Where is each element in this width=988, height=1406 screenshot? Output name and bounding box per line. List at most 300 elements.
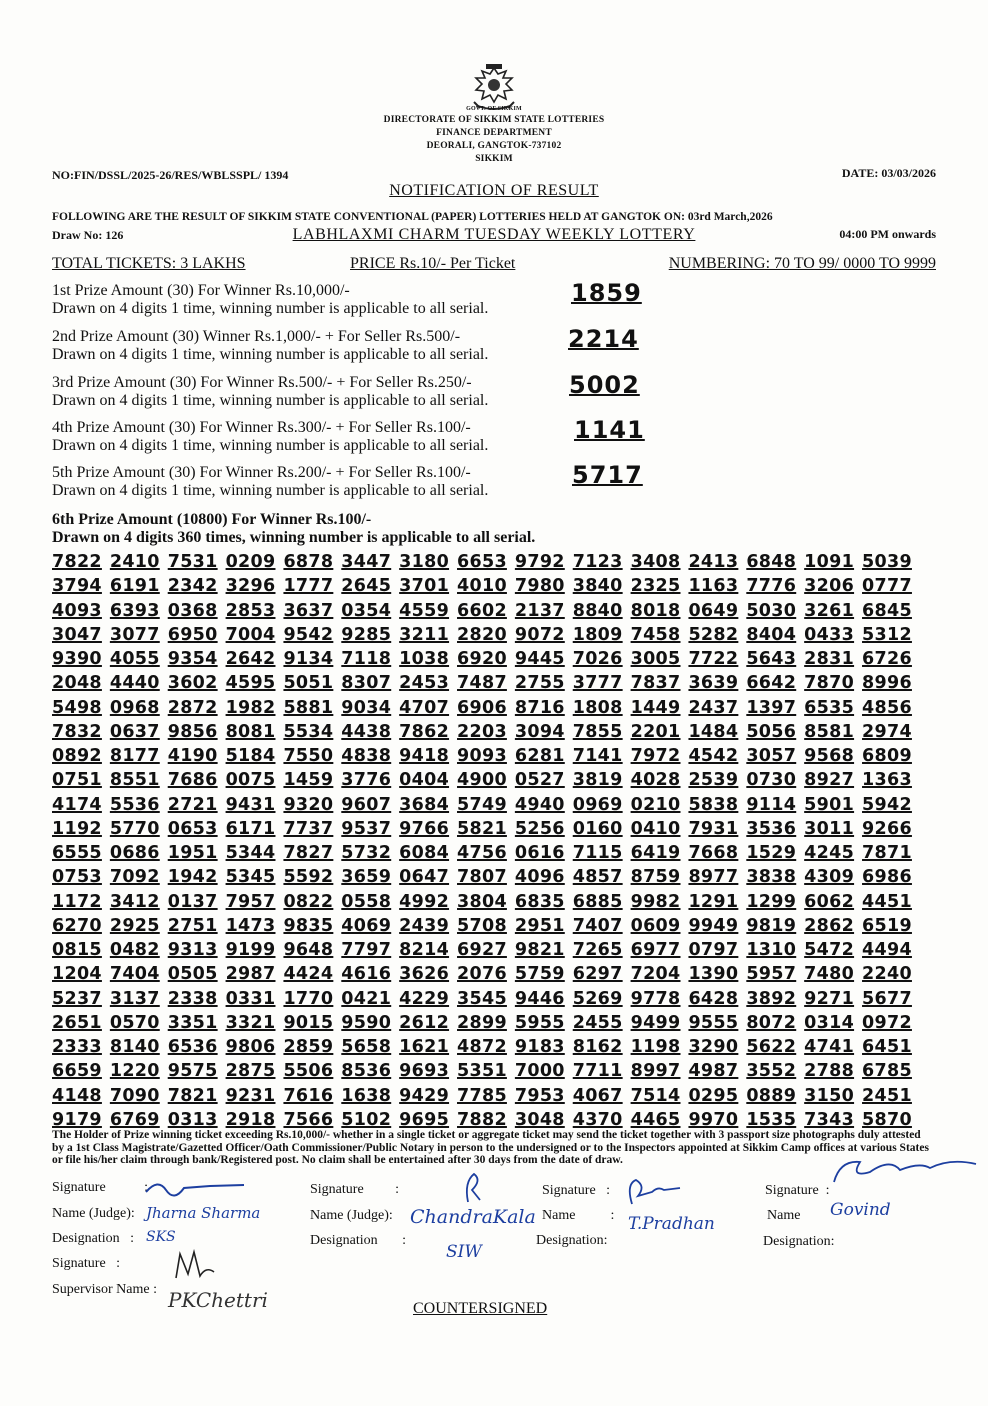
winning-number: 6835 bbox=[514, 891, 565, 912]
winning-number: 8716 bbox=[514, 697, 565, 718]
winning-number: 4028 bbox=[630, 770, 681, 791]
claim-note: The Holder of Prize winning ticket exceeding Rs.10,000/- whether in a single ticket or aggregate ticket may send the ticket together with 3 passport size photographs duly attested by a 1st Class Magistrate/Gazetted Officer/Oath Commissioner/Public Notary in person to the undersigned or to the Inspectors appointed at Sikkim Camp offices at various States or file his/her claim through bank/Registered post. No claim shall be entertained after 30 days from the date of draw. bbox=[52, 1129, 929, 1166]
winning-number: 3011 bbox=[804, 818, 855, 839]
winning-number: 4229 bbox=[399, 988, 450, 1009]
winning-number: 7123 bbox=[572, 552, 623, 572]
winning-number: 7957 bbox=[225, 891, 276, 912]
winning-number: 2413 bbox=[688, 552, 739, 572]
winning-number: 0527 bbox=[514, 770, 565, 791]
winning-number: 1621 bbox=[399, 1037, 450, 1057]
winning-number: 0331 bbox=[225, 988, 276, 1009]
winning-number: 8307 bbox=[341, 673, 392, 694]
winning-number: 7953 bbox=[514, 1085, 565, 1106]
winning-number: 7822 bbox=[52, 552, 102, 572]
winning-number: 2437 bbox=[688, 697, 739, 718]
winning-number: 3094 bbox=[514, 721, 565, 742]
winning-number: 4010 bbox=[457, 576, 507, 597]
winning-number: 5708 bbox=[457, 915, 507, 936]
winning-number: 8177 bbox=[109, 746, 160, 766]
winning-number: 9418 bbox=[399, 746, 450, 766]
winning-number: 7785 bbox=[457, 1085, 507, 1106]
winning-number: 2872 bbox=[167, 697, 218, 718]
winning-number: 4451 bbox=[862, 891, 912, 912]
total-tickets: TOTAL TICKETS: 3 LAKHS bbox=[52, 255, 246, 272]
winning-number: 5472 bbox=[804, 940, 855, 960]
winning-number: 6535 bbox=[804, 697, 855, 718]
winning-number: 9537 bbox=[341, 818, 392, 839]
sig5-signature-label: Signature : bbox=[52, 1256, 121, 1271]
winning-number: 3637 bbox=[283, 600, 334, 621]
winning-number: 0889 bbox=[746, 1085, 797, 1106]
winning-number: 9266 bbox=[862, 818, 912, 839]
winning-number: 3412 bbox=[109, 891, 160, 912]
winning-number: 4055 bbox=[109, 649, 160, 669]
winning-number: 0972 bbox=[862, 1012, 912, 1033]
winning-number: 3639 bbox=[688, 673, 739, 694]
sig2-designation-label: Designation : bbox=[310, 1233, 407, 1248]
draw-number: Draw No: 126 bbox=[52, 228, 124, 242]
winning-number: 9819 bbox=[746, 915, 797, 936]
winning-number: 0570 bbox=[109, 1012, 160, 1033]
winning-number: 6848 bbox=[746, 552, 797, 572]
prize-3-number: 5002 bbox=[569, 371, 640, 399]
winning-number: 9446 bbox=[514, 988, 565, 1009]
winning-number: 7092 bbox=[109, 867, 160, 888]
winning-number: 3180 bbox=[399, 552, 450, 572]
winning-number: 9199 bbox=[225, 940, 276, 960]
number-row bbox=[52, 988, 912, 1012]
winning-number: 5749 bbox=[457, 794, 507, 815]
winning-number: 9982 bbox=[630, 891, 681, 912]
department-name: FINANCE DEPARTMENT bbox=[436, 128, 552, 138]
winning-number: 5102 bbox=[341, 1109, 392, 1130]
winning-number: 7972 bbox=[630, 746, 681, 766]
winning-number: 6536 bbox=[167, 1037, 218, 1057]
number-row bbox=[52, 1060, 912, 1084]
winning-number: 4174 bbox=[52, 794, 102, 815]
numbering-range: NUMBERING: 70 TO 99/ 0000 TO 9999 bbox=[668, 255, 936, 272]
winning-number: 5056 bbox=[746, 721, 797, 742]
winning-number: 3536 bbox=[746, 818, 797, 839]
number-row bbox=[52, 915, 912, 939]
winning-number: 5312 bbox=[862, 624, 912, 645]
winning-number: 6950 bbox=[167, 624, 218, 645]
prize-4-desc: 4th Prize Amount (30) For Winner Rs.300/- + For Seller Rs.100/- Drawn on 4 digits 1 time, winning number is applicable to all serial. bbox=[52, 419, 489, 454]
winning-number: 7531 bbox=[167, 552, 218, 572]
winning-number: 2201 bbox=[630, 721, 681, 742]
winning-number: 9015 bbox=[283, 1012, 334, 1033]
winning-number: 5677 bbox=[862, 988, 912, 1009]
countersigned-label: COUNTERSIGNED bbox=[413, 1300, 548, 1317]
winning-number: 9431 bbox=[225, 794, 276, 815]
winning-number: 2612 bbox=[399, 1012, 450, 1033]
winning-number: 9183 bbox=[514, 1037, 565, 1057]
winning-number: 2951 bbox=[514, 915, 565, 936]
winning-number: 5821 bbox=[457, 818, 507, 839]
winning-number: 1808 bbox=[572, 697, 623, 718]
winning-number: 5881 bbox=[283, 697, 334, 718]
winning-number: 7871 bbox=[862, 843, 912, 863]
winning-number: 1091 bbox=[804, 552, 855, 572]
prize-2-desc: 2nd Prize Amount (30) Winner Rs.1,000/- + For Seller Rs.500/- Drawn on 4 digits 1 time, winning number is applicable to all serial. bbox=[52, 328, 489, 363]
winning-number: 8162 bbox=[572, 1037, 623, 1057]
winning-number: 1942 bbox=[167, 867, 218, 888]
winning-number: 7026 bbox=[572, 649, 623, 669]
winning-number: 1459 bbox=[283, 770, 334, 791]
winning-number: 4741 bbox=[804, 1037, 855, 1057]
winning-number: 0822 bbox=[283, 891, 334, 912]
winning-number: 1473 bbox=[225, 915, 276, 936]
winning-number: 9821 bbox=[514, 940, 565, 960]
winning-number: 1299 bbox=[746, 891, 797, 912]
winning-number: 0433 bbox=[804, 624, 855, 645]
winning-number: 2451 bbox=[862, 1085, 912, 1106]
winning-number: 1397 bbox=[746, 697, 797, 718]
sig4-signature-label: Signature : bbox=[765, 1183, 830, 1198]
notification-date: DATE: 03/03/2026 bbox=[841, 166, 936, 180]
winning-number: 4093 bbox=[52, 600, 102, 621]
winning-number: 5030 bbox=[746, 600, 797, 621]
winning-number: 4987 bbox=[688, 1061, 739, 1082]
winning-number: 9429 bbox=[399, 1085, 450, 1106]
number-row bbox=[52, 600, 912, 624]
winning-number: 2439 bbox=[399, 915, 450, 936]
winning-number: 0777 bbox=[862, 576, 912, 597]
sig4-name-label: Name bbox=[767, 1208, 801, 1223]
winning-number: 5838 bbox=[688, 794, 739, 815]
winning-number: 2325 bbox=[630, 576, 681, 597]
winning-number: 0482 bbox=[109, 940, 160, 960]
winning-number: 9313 bbox=[167, 940, 218, 960]
winning-number: 2899 bbox=[457, 1012, 507, 1033]
judge1-handwritten-name: Jharna Sharma bbox=[146, 1204, 261, 1222]
winning-number: 0649 bbox=[688, 600, 739, 621]
winning-number: 5184 bbox=[225, 746, 276, 766]
winning-number: 5282 bbox=[688, 624, 739, 645]
sig3-signature-scribble bbox=[624, 1174, 684, 1210]
winning-number: 2137 bbox=[514, 600, 565, 621]
winning-number: 2788 bbox=[804, 1061, 855, 1082]
winning-number: 7616 bbox=[283, 1085, 334, 1106]
winning-number: 3840 bbox=[572, 576, 623, 597]
winning-number: 7514 bbox=[630, 1085, 681, 1106]
sig1-signature-label: Signature : bbox=[52, 1180, 149, 1195]
supervisor-name-label: Supervisor Name : bbox=[52, 1282, 157, 1297]
winning-number: 7862 bbox=[399, 721, 450, 742]
winning-number: 2820 bbox=[457, 624, 507, 645]
number-row bbox=[52, 1012, 912, 1036]
winning-number: 7832 bbox=[52, 721, 102, 742]
winning-number: 1220 bbox=[109, 1061, 160, 1082]
winning-number: 6419 bbox=[630, 843, 681, 863]
winning-number: 7480 bbox=[804, 964, 855, 985]
winning-number: 2755 bbox=[514, 673, 565, 694]
winning-number: 3838 bbox=[746, 867, 797, 888]
winning-number: 1982 bbox=[225, 697, 276, 718]
prize-5-number: 5717 bbox=[572, 461, 643, 489]
prize-6-number-grid bbox=[52, 551, 912, 1133]
winning-number: 3211 bbox=[399, 624, 450, 645]
winning-number: 1204 bbox=[52, 964, 102, 985]
winning-number: 4424 bbox=[283, 964, 334, 985]
number-row bbox=[52, 1036, 912, 1060]
winning-number: 2642 bbox=[225, 649, 276, 669]
winning-number: 6927 bbox=[457, 940, 507, 960]
winning-number: 6084 bbox=[399, 843, 450, 863]
winning-number: 8551 bbox=[109, 770, 160, 791]
winning-number: 3684 bbox=[399, 794, 450, 815]
winning-number: 4856 bbox=[862, 697, 912, 718]
winning-number: 2203 bbox=[457, 721, 507, 742]
winning-number: 6451 bbox=[862, 1037, 912, 1057]
winning-number: 4992 bbox=[399, 891, 450, 912]
winning-number: 8997 bbox=[630, 1061, 681, 1082]
winning-number: 4465 bbox=[630, 1109, 681, 1130]
winning-number: 0354 bbox=[341, 600, 392, 621]
winning-number: 9555 bbox=[688, 1012, 739, 1033]
winning-number: 5506 bbox=[283, 1061, 334, 1082]
winning-number: 6555 bbox=[52, 843, 102, 863]
winning-number: 5955 bbox=[514, 1012, 565, 1033]
winning-number: 6906 bbox=[457, 697, 507, 718]
sig1-designation-label: Designation : bbox=[52, 1231, 135, 1246]
winning-number: 3892 bbox=[746, 988, 797, 1009]
prize-1-number: 1859 bbox=[571, 279, 642, 307]
winning-number: 0815 bbox=[52, 940, 102, 960]
winning-number: 7000 bbox=[514, 1061, 565, 1082]
winning-number: 5269 bbox=[572, 988, 623, 1009]
winning-number: 9390 bbox=[52, 649, 102, 669]
winning-number: 7458 bbox=[630, 624, 681, 645]
winning-number: 6726 bbox=[862, 649, 912, 669]
winning-number: 0647 bbox=[399, 867, 450, 888]
sig4-designation-label: Designation: bbox=[763, 1234, 835, 1249]
winning-number: 9970 bbox=[688, 1109, 739, 1130]
winning-number: 3057 bbox=[746, 746, 797, 766]
winning-number: 9607 bbox=[341, 794, 392, 815]
number-row bbox=[52, 575, 912, 599]
winning-number: 0314 bbox=[804, 1012, 855, 1033]
winning-number: 6642 bbox=[746, 673, 797, 694]
winning-number: 8840 bbox=[572, 600, 623, 621]
winning-number: 0609 bbox=[630, 915, 681, 936]
winning-number: 0730 bbox=[746, 770, 797, 791]
winning-number: 4067 bbox=[572, 1085, 623, 1106]
winning-number: 6785 bbox=[862, 1061, 912, 1082]
winning-number: 7487 bbox=[457, 673, 507, 694]
winning-number: 0969 bbox=[572, 794, 623, 815]
winning-number: 3290 bbox=[688, 1037, 739, 1057]
sig3-signature-label: Signature : bbox=[542, 1183, 611, 1198]
winning-number: 7882 bbox=[457, 1109, 507, 1130]
page-title: NOTIFICATION OF RESULT bbox=[389, 182, 599, 199]
winning-number: 0797 bbox=[688, 940, 739, 960]
winning-number: 5051 bbox=[283, 673, 334, 694]
winning-number: 8404 bbox=[746, 624, 797, 645]
winning-number: 7711 bbox=[572, 1061, 623, 1082]
winning-number: 3048 bbox=[514, 1109, 565, 1130]
winning-number: 3321 bbox=[225, 1012, 276, 1033]
winning-number: 4542 bbox=[688, 746, 739, 766]
number-row bbox=[52, 551, 912, 575]
winning-number: 7550 bbox=[283, 746, 334, 766]
winning-number: 4190 bbox=[167, 746, 218, 766]
winning-number: 5770 bbox=[109, 818, 160, 839]
lottery-name: LABHLAXMI CHARM TUESDAY WEEKLY LOTTERY bbox=[292, 226, 696, 243]
winning-number: 1390 bbox=[688, 964, 739, 985]
winning-number: 3206 bbox=[804, 576, 855, 597]
winning-number: 2918 bbox=[225, 1109, 276, 1130]
winning-number: 8081 bbox=[225, 721, 276, 742]
winning-number: 0686 bbox=[109, 843, 160, 863]
winning-number: 0368 bbox=[167, 600, 218, 621]
intro-text: FOLLOWING ARE THE RESULT OF SIKKIM STATE CONVENTIONAL (PAPER) LOTTERIES HELD AT GANGTOK ON: 03rd March,2026 bbox=[52, 211, 773, 223]
winning-number: 3261 bbox=[804, 600, 855, 621]
winning-number: 8977 bbox=[688, 867, 739, 888]
winning-number: 6191 bbox=[109, 576, 160, 597]
winning-number: 5498 bbox=[52, 697, 102, 718]
winning-number: 9179 bbox=[52, 1109, 102, 1130]
winning-number: 0637 bbox=[109, 721, 160, 742]
winning-number: 3137 bbox=[109, 988, 160, 1009]
winning-number: 7090 bbox=[109, 1085, 160, 1106]
winning-number: 6885 bbox=[572, 891, 623, 912]
winning-number: 4707 bbox=[399, 697, 450, 718]
winning-number: 9114 bbox=[746, 794, 797, 815]
judge2-handwritten-designation: SIW bbox=[446, 1242, 482, 1262]
winning-number: 6977 bbox=[630, 940, 681, 960]
winning-number: 9835 bbox=[283, 915, 334, 936]
winning-number: 5039 bbox=[862, 552, 912, 572]
winning-number: 9792 bbox=[514, 552, 565, 572]
winning-number: 9542 bbox=[283, 624, 334, 645]
winning-number: 1638 bbox=[341, 1085, 392, 1106]
winning-number: 9693 bbox=[399, 1061, 450, 1082]
winning-number: 9271 bbox=[804, 988, 855, 1009]
prize-6-desc: 6th Prize Amount (10800) For Winner Rs.100/- Drawn on 4 digits 360 times, winning number is applicable to all serial. bbox=[52, 511, 536, 546]
sig3-handwritten-name: T.Pradhan bbox=[628, 1214, 715, 1234]
winning-number: 1809 bbox=[572, 624, 623, 645]
winning-number: 5732 bbox=[341, 843, 392, 863]
winning-number: 8759 bbox=[630, 867, 681, 888]
winning-number: 3351 bbox=[167, 1012, 218, 1033]
number-row bbox=[52, 1085, 912, 1109]
winning-number: 5957 bbox=[746, 964, 797, 985]
winning-number: 5942 bbox=[862, 794, 912, 815]
winning-number: 1310 bbox=[746, 940, 797, 960]
winning-number: 2240 bbox=[862, 964, 912, 985]
winning-number: 4440 bbox=[109, 673, 160, 694]
winning-number: 9320 bbox=[283, 794, 334, 815]
winning-number: 7686 bbox=[167, 770, 218, 791]
winning-number: 4309 bbox=[804, 867, 855, 888]
winning-number: 9499 bbox=[630, 1012, 681, 1033]
winning-number: 5643 bbox=[746, 649, 797, 669]
winning-number: 3047 bbox=[52, 624, 102, 645]
winning-number: 4148 bbox=[52, 1085, 102, 1106]
winning-number: 4872 bbox=[457, 1037, 507, 1057]
winning-number: 1291 bbox=[688, 891, 739, 912]
winning-number: 4838 bbox=[341, 746, 392, 766]
winning-number: 2862 bbox=[804, 915, 855, 936]
winning-number: 1192 bbox=[52, 818, 102, 839]
winning-number: 3626 bbox=[399, 964, 450, 985]
winning-number: 9285 bbox=[341, 624, 392, 645]
number-row bbox=[52, 769, 912, 793]
winning-number: 2455 bbox=[572, 1012, 623, 1033]
winning-number: 0753 bbox=[52, 867, 102, 888]
winning-number: 2721 bbox=[167, 794, 218, 815]
winning-number: 3701 bbox=[399, 576, 450, 597]
winning-number: 2974 bbox=[862, 721, 912, 742]
reference-number: NO:FIN/DSSL/2025-26/RES/WBLSSPL/ 1394 bbox=[52, 168, 289, 182]
winning-number: 0295 bbox=[688, 1085, 739, 1106]
winning-number: 7980 bbox=[514, 576, 565, 597]
winning-number: 0313 bbox=[167, 1109, 218, 1130]
judge2-signature-scribble bbox=[458, 1170, 488, 1206]
winning-number: 0751 bbox=[52, 770, 102, 791]
judge1-handwritten-designation: SKS bbox=[146, 1229, 176, 1245]
winning-number: 7797 bbox=[341, 940, 392, 960]
winning-number: 5536 bbox=[109, 794, 160, 815]
number-row bbox=[52, 963, 912, 987]
winning-number: 7737 bbox=[283, 818, 334, 839]
number-row bbox=[52, 648, 912, 672]
winning-number: 7827 bbox=[283, 843, 334, 863]
number-row bbox=[52, 624, 912, 648]
prize-5-desc: 5th Prize Amount (30) For Winner Rs.200/- + For Seller Rs.100/- Drawn on 4 digits 1 time, winning number is applicable to all serial. bbox=[52, 464, 489, 499]
winning-number: 6519 bbox=[862, 915, 912, 936]
winning-number: 7404 bbox=[109, 964, 160, 985]
winning-number: 1038 bbox=[399, 649, 450, 669]
winning-number: 3005 bbox=[630, 649, 681, 669]
winning-number: 5592 bbox=[283, 867, 334, 888]
winning-number: 5237 bbox=[52, 988, 102, 1009]
winning-number: 9856 bbox=[167, 721, 218, 742]
winning-number: 6920 bbox=[457, 649, 507, 669]
draw-time: 04:00 PM onwards bbox=[839, 227, 936, 241]
sig3-name-label: Name : bbox=[542, 1208, 615, 1223]
sig3-designation-label: Designation: bbox=[536, 1233, 608, 1248]
winning-number: 0968 bbox=[109, 697, 160, 718]
govt-label: GOVT. OF SIKKIM bbox=[466, 106, 522, 112]
winning-number: 8536 bbox=[341, 1061, 392, 1082]
winning-number: 7265 bbox=[572, 940, 623, 960]
winning-number: 8581 bbox=[804, 721, 855, 742]
winning-number: 6171 bbox=[225, 818, 276, 839]
winning-number: 0421 bbox=[341, 988, 392, 1009]
winning-number: 3545 bbox=[457, 988, 507, 1009]
prize-4-number: 1141 bbox=[574, 416, 645, 444]
number-row bbox=[52, 939, 912, 963]
winning-number: 3150 bbox=[804, 1085, 855, 1106]
winning-number: 8996 bbox=[862, 673, 912, 694]
winning-number: 7837 bbox=[630, 673, 681, 694]
sig2-name-label: Name (Judge): bbox=[310, 1208, 393, 1223]
winning-number: 9949 bbox=[688, 915, 739, 936]
winning-number: 2831 bbox=[804, 649, 855, 669]
winning-number: 9778 bbox=[630, 988, 681, 1009]
winning-number: 4559 bbox=[399, 600, 450, 621]
winning-number: 9034 bbox=[341, 697, 392, 718]
sig4-handwritten-name: Govind bbox=[830, 1200, 891, 1220]
winning-number: 3447 bbox=[341, 552, 392, 572]
winning-number: 2651 bbox=[52, 1012, 102, 1033]
winning-number: 7807 bbox=[457, 867, 507, 888]
number-row bbox=[52, 721, 912, 745]
winning-number: 4756 bbox=[457, 843, 507, 863]
winning-number: 3777 bbox=[572, 673, 623, 694]
